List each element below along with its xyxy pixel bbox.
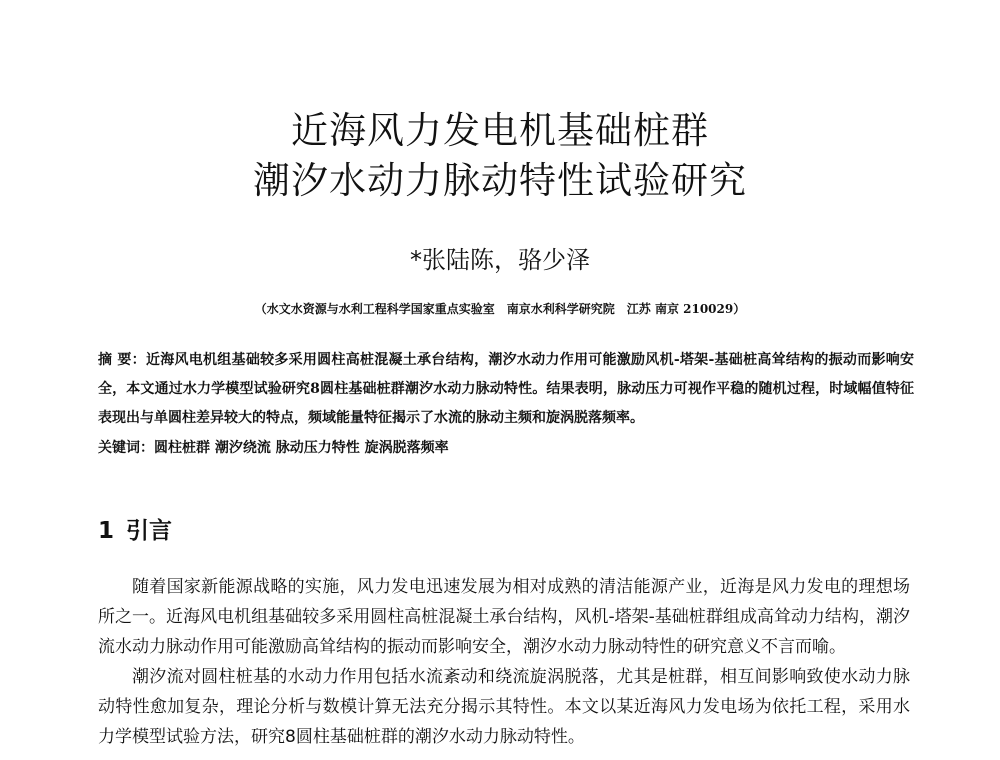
section-heading (98, 512, 172, 545)
body-text (98, 572, 910, 752)
section-title: 引言 (126, 518, 173, 544)
authors: *张陆陈，骆少泽 (410, 246, 590, 274)
keywords-label: 关键词： (98, 440, 154, 456)
keywords (98, 434, 914, 463)
paragraph: 潮汐流对圆柱桩基的水动力作用包括水流紊动和绕流旋涡脱落，尤其是桩群，相互间影响致使水动力脉动特性愈加复杂，理论分析与数模计算无法充分揭示其特性。本文以某近海风力发电场为依托工程，采用水力学模型试验方法，研究8圆柱基础桩群的潮汐水动力脉动特性。 (98, 667, 910, 747)
abstract-text: 近海风电机组基础较多采用圆柱高桩混凝土承台结构，潮汐水动力作用可能激励风机-塔架-基础桩高耸结构的振动而影响安全，本文通过水力学模型试验研究8圆柱基础桩群潮汐水动力脉动特性。结果表明，脉动压力可视作平稳的随机过程，时域幅值特征表现出与单圆柱差异较大的特点，频域能量特征揭示了水流的脉动主频和旋涡脱落频率。 (98, 352, 915, 426)
paper-title-line-1: 近海风力发电机基础桩群 (291, 109, 709, 152)
paper-title-line-2: 潮汐水动力脉动特性试验研究 (253, 159, 747, 202)
abstract-label: 摘 要： (98, 352, 146, 368)
paragraph: 随着国家新能源战略的实施，风力发电迅速发展为相对成熟的清洁能源产业，近海是风力发电的理想场所之一。近海风电机组基础较多采用圆柱高桩混凝土承台结构，风机-塔架-基础桩群组成高耸动力结构，潮汐流水动力脉动作用可能激励高耸结构的振动而影响安全，潮汐水动力脉动特性的研究意义不言而喻。 (98, 577, 910, 657)
affiliation: （水文水资源与水利工程科学国家重点实验室 南京水利科学研究院 江苏 南京 210029） (254, 302, 746, 316)
abstract (98, 346, 914, 433)
keywords-text: 圆柱桩群 潮汐绕流 脉动压力特性 旋涡脱落频率 (154, 440, 449, 456)
section-number: 1 (98, 518, 115, 544)
